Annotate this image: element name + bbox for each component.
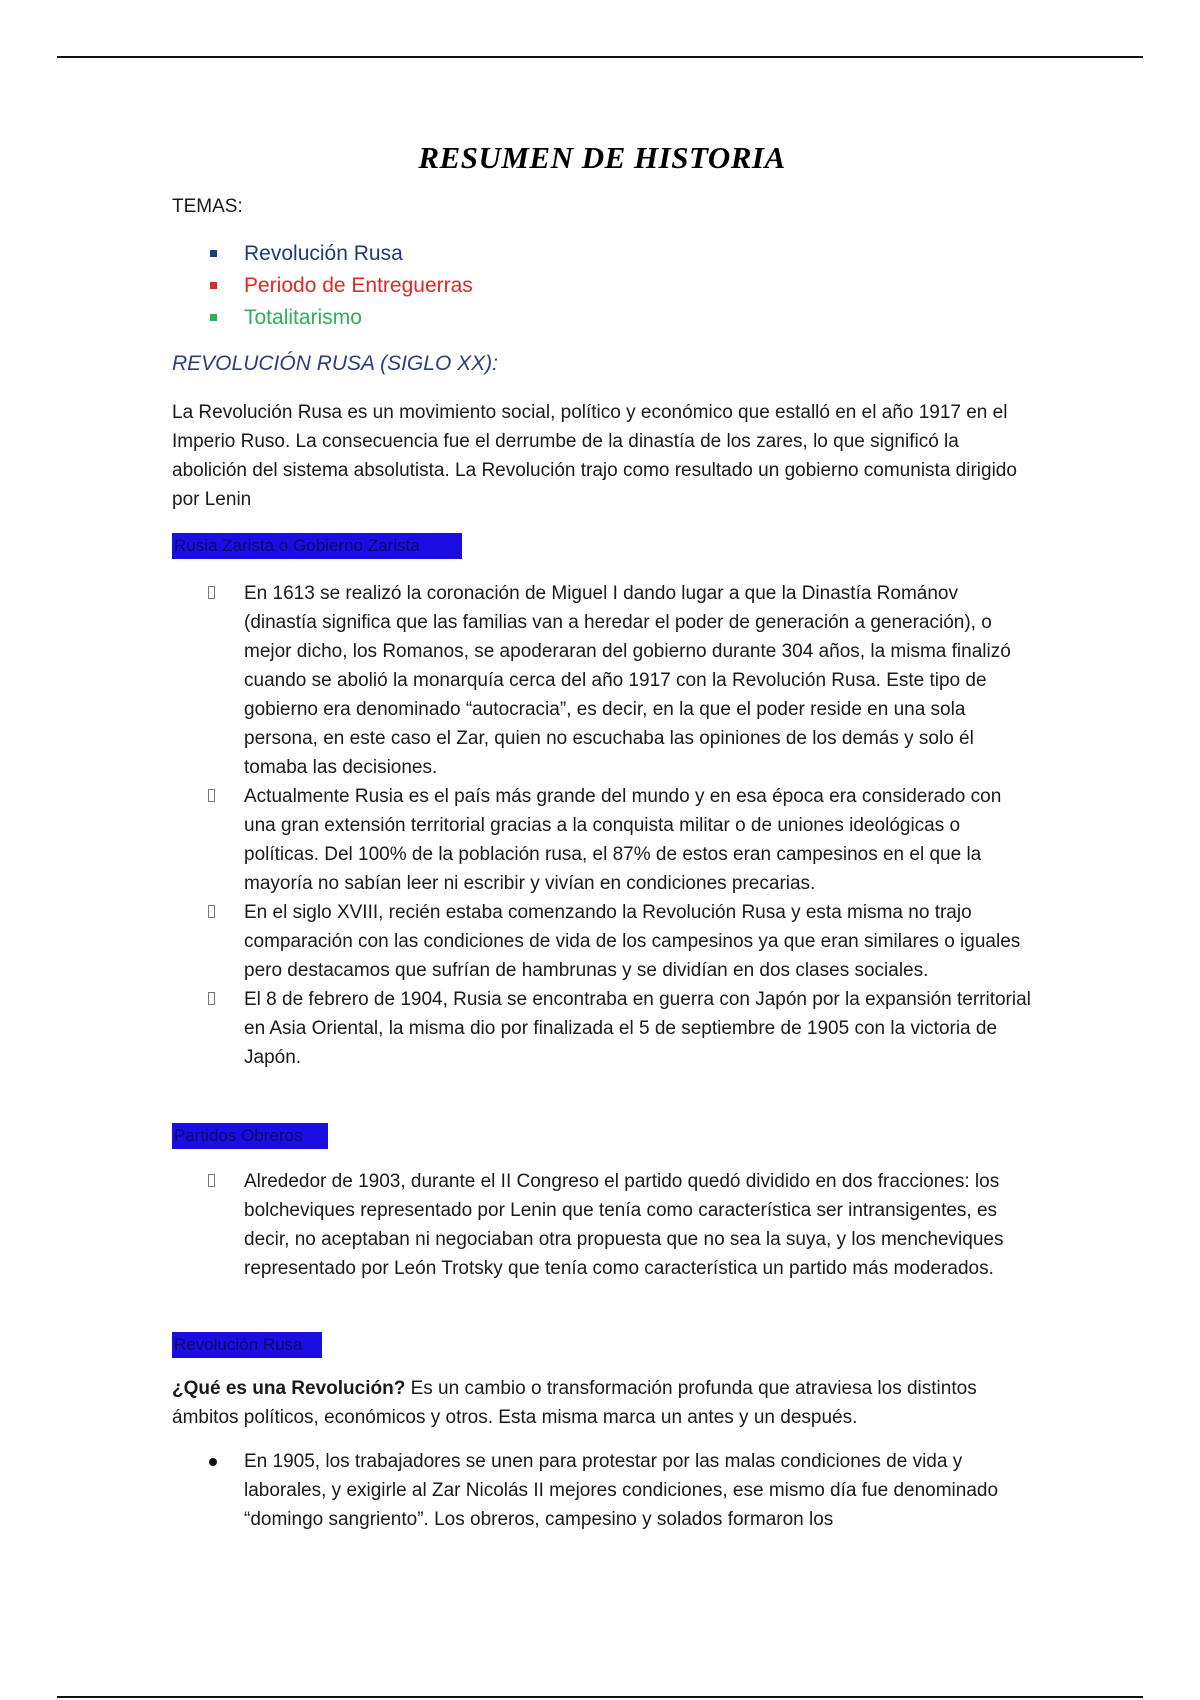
subheading-revolucion-rusa: Revolución Rusa — [172, 1332, 322, 1358]
list-item — [172, 1167, 1032, 1283]
topic-item — [172, 302, 473, 334]
rusia-zarista-list — [172, 579, 1032, 1072]
header-rule — [57, 56, 1143, 58]
partidos-obreros-list — [172, 1167, 1032, 1283]
missing-glyph-bullet-icon — [208, 586, 215, 599]
topic-item — [172, 238, 473, 270]
topic-label: Periodo de Entreguerras — [244, 274, 473, 297]
temas-label: TEMAS: — [172, 196, 243, 217]
square-bullet-icon — [210, 250, 217, 257]
list-item — [172, 898, 1032, 985]
list-item-text: En el siglo XVIII, recién estaba comenzando la Revolución Rusa y esta misma no trajo comparación con las condiciones de vida de los campesinos ya que eran similares o iguales pero destacamos que sufrían de hambrunas y se dividían en dos clases sociales. — [244, 902, 1021, 981]
list-item — [172, 782, 1032, 898]
list-item — [172, 1447, 1032, 1534]
document-title: RESUMEN DE HISTORIA — [418, 140, 786, 175]
definition-answer: Es un cambio o transformación profunda que atraviesa los distintos ámbitos políticos, económicos y otros. Esta misma marca un antes y un después. — [172, 1378, 977, 1428]
footer-rule — [57, 1696, 1143, 1698]
topic-label: Revolución Rusa — [244, 242, 403, 265]
list-item-text: Actualmente Rusia es el país más grande del mundo y en esa época era considerado con una gran extensión territorial gracias a la conquista militar o de uniones ideológicas o políticas. Del 100% de la población rusa, el 87% de estos eran campesinos en el que la mayoría no sabían leer ni escribir y vivían en condiciones precarias. — [244, 786, 1002, 894]
intro-paragraph: La Revolución Rusa es un movimiento social, político y económico que estalló en el año 1917 en el Imperio Ruso. La consecuencia fue el derrumbe de la dinastía de los zares, lo que significó la abolición del sistema absolutista. La Revolución trajo como resultado un gobierno comunista dirigido por Lenin — [172, 402, 1017, 510]
list-item-text: Alrededor de 1903, durante el II Congreso el partido quedó dividido en dos fracciones: los bolcheviques representado por Lenin que tenía como característica ser intransigentes, es decir, no aceptaban ni negociaban otra propuesta que no sea la suya, y los mencheviques representado por León Trotsky que tenía como característica un partido más moderados. — [244, 1171, 1004, 1279]
subheading-rusia-zarista: Rusia Zarista o Gobierno Zarista — [172, 533, 462, 559]
round-bullet-icon — [209, 1458, 217, 1466]
missing-glyph-bullet-icon — [208, 992, 215, 1005]
list-item — [172, 579, 1032, 782]
definition-question: ¿Qué es una Revolución? — [172, 1378, 406, 1399]
square-bullet-icon — [210, 282, 217, 289]
revolucion-rusa-list — [172, 1447, 1032, 1534]
subheading-partidos-obreros: Partidos Obreros — [172, 1123, 328, 1149]
revolution-definition — [172, 1374, 1032, 1432]
missing-glyph-bullet-icon — [208, 789, 215, 802]
list-item — [172, 985, 1032, 1072]
list-item-text: El 8 de febrero de 1904, Rusia se encontraba en guerra con Japón por la expansión territorial en Asia Oriental, la misma dio por finalizada el 5 de septiembre de 1905 con la victoria de Japón. — [244, 989, 1031, 1068]
missing-glyph-bullet-icon — [208, 905, 215, 918]
list-item-text: En 1905, los trabajadores se unen para protestar por las malas condiciones de vida y laborales, y exigirle al Zar Nicolás II mejores condiciones, ese mismo día fue denominado “domingo sangriento”. Los obreros, campesino y solados formaron los — [244, 1451, 999, 1530]
section-heading: REVOLUCIÓN RUSA (SIGLO XX): — [172, 352, 498, 375]
topics-list — [172, 238, 473, 334]
topic-label: Totalitarismo — [244, 306, 362, 329]
topic-item — [172, 270, 473, 302]
square-bullet-icon — [210, 314, 217, 321]
missing-glyph-bullet-icon — [208, 1174, 215, 1187]
list-item-text: En 1613 se realizó la coronación de Miguel I dando lugar a que la Dinastía Románov (dinastía significa que las familias van a heredar el poder de generación a generación), o mejor dicho, los Romanos, se apoderaran del gobierno durante 304 años, la misma finalizó cuando se abolió la monarquía cerca del año 1917 con la Revolución Rusa. Este tipo de gobierno era denominado “autocracia”, es decir, en la que el poder reside en una sola persona, en este caso el Zar, quien no escuchaba las opiniones de los demás y solo él tomaba las decisiones. — [244, 583, 1011, 778]
